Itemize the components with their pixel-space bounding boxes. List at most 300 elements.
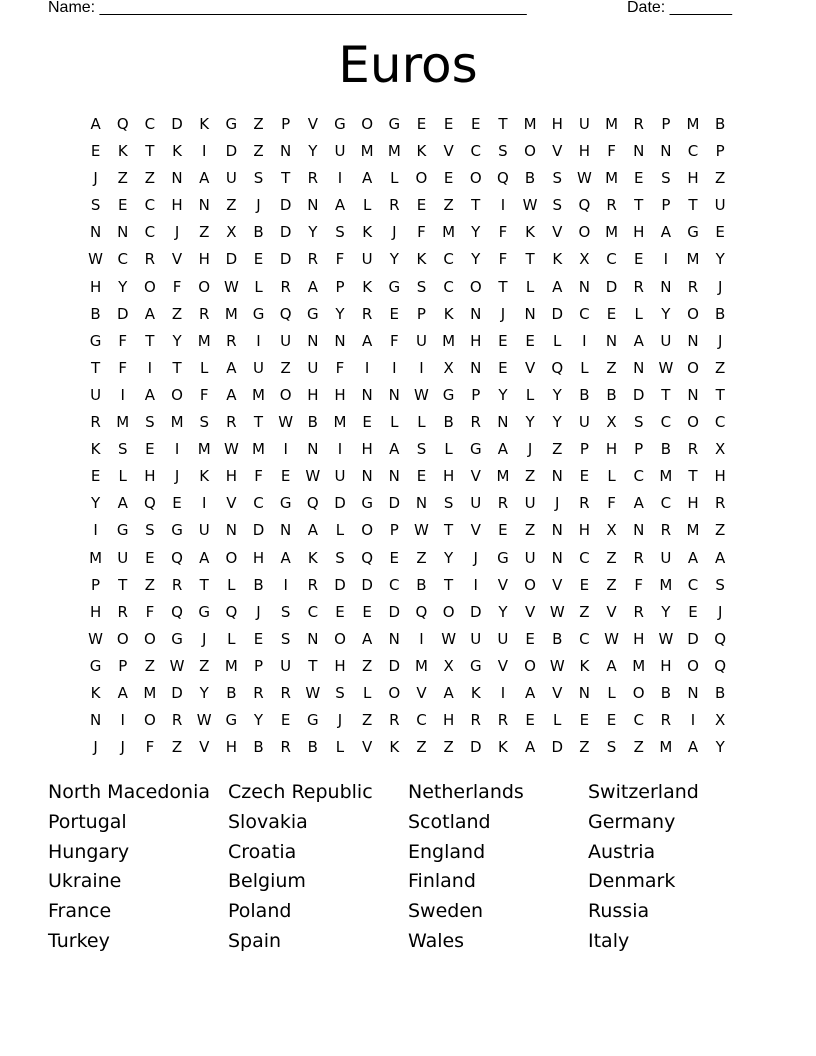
grid-row (82, 274, 734, 301)
grid-letter: Y (471, 250, 481, 269)
grid-letter: A (443, 683, 454, 702)
grid-letter: Q (551, 358, 564, 377)
grid-letter: R (714, 494, 726, 513)
grid-letter: J (555, 494, 560, 513)
grid-letter: N (470, 358, 482, 377)
grid-letter: A (660, 223, 671, 242)
grid-letter: T (281, 169, 291, 188)
grid-letter: Q (143, 494, 156, 513)
grid-letter: U (280, 331, 292, 350)
grid-letter: J (717, 277, 723, 296)
grid-letter: Q (225, 602, 238, 621)
grid-letter: W (223, 277, 239, 296)
grid-letter: M (252, 385, 265, 404)
grid-letter: I (663, 250, 669, 269)
grid-letter: J (93, 738, 98, 757)
grid-letter: R (687, 277, 699, 296)
grid-letter: I (364, 358, 370, 377)
grid-letter: G (89, 331, 102, 350)
grid-letter: B (660, 440, 671, 459)
grid-letter: M (224, 656, 238, 675)
grid-row (82, 328, 734, 355)
grid-letter: C (687, 142, 699, 161)
grid-letter: W (305, 467, 321, 486)
grid-letter: O (578, 223, 591, 242)
grid-letter: B (253, 575, 264, 594)
grid-letter: T (525, 250, 535, 269)
grid-letter: H (198, 250, 210, 269)
grid-letter: D (279, 223, 292, 242)
grid-letter: U (117, 548, 129, 567)
grid-letter: S (335, 223, 345, 242)
grid-row (82, 572, 734, 599)
grid-letter: O (388, 683, 401, 702)
grid-letter: A (307, 521, 318, 540)
word-list-item: Netherlands (408, 781, 524, 803)
grid-letter: R (660, 711, 672, 730)
grid-letter: M (143, 683, 157, 702)
grid-letter: T (444, 521, 454, 540)
grid-letter: U (578, 413, 590, 432)
grid-letter: R (198, 304, 210, 323)
grid-letter: N (171, 169, 183, 188)
grid-letter: D (469, 602, 482, 621)
grid-letter: C (253, 494, 264, 513)
word-list-item: Turkey (48, 929, 110, 952)
grid-letter: S (633, 413, 644, 432)
grid-letter: Y (552, 413, 562, 432)
grid-letter: C (606, 250, 617, 269)
grid-letter: Z (117, 169, 128, 188)
word-list-item: Sweden (408, 900, 484, 923)
grid-letter: V (171, 250, 183, 269)
grid-letter: E (606, 711, 617, 730)
grid-letter: R (633, 277, 644, 296)
grid-letter: L (444, 440, 453, 459)
grid-letter: Z (171, 738, 183, 757)
grid-letter: G (116, 521, 129, 540)
grid-letter: G (171, 521, 183, 540)
grid-letter: E (389, 304, 400, 323)
grid-letter: H (551, 115, 563, 133)
grid-letter: R (579, 494, 590, 513)
grid-letter: U (253, 358, 264, 377)
grid-letter: E (525, 331, 535, 350)
grid-letter: S (280, 629, 291, 648)
grid-letter: R (389, 196, 400, 215)
grid-letter: C (307, 602, 319, 621)
grid-letter: N (307, 440, 319, 459)
grid-letter: O (116, 629, 129, 648)
grid-letter: E (280, 711, 291, 730)
grid-letter: S (661, 169, 671, 188)
grid-letter: Y (308, 223, 318, 242)
grid-letter: S (90, 196, 101, 215)
grid-letter: I (419, 629, 424, 648)
grid-letter: T (688, 467, 698, 486)
grid-letter: G (252, 304, 265, 323)
grid-letter: W (549, 656, 565, 675)
grid-letter: K (90, 683, 101, 702)
grid-letter: W (223, 440, 239, 459)
word-list-item: Ukraine (48, 870, 122, 893)
grid-letter: E (525, 711, 535, 730)
grid-letter: E (443, 115, 454, 133)
grid-letter: R (226, 413, 237, 432)
grid-letter: G (225, 711, 238, 730)
grid-letter: M (252, 440, 265, 459)
grid-letter: C (714, 413, 726, 432)
grid-letter: Q (116, 115, 129, 133)
grid-letter: F (498, 223, 508, 242)
grid-letter: K (416, 142, 427, 161)
grid-letter: C (633, 467, 644, 486)
grid-letter: B (715, 304, 726, 323)
grid-letter: E (688, 602, 698, 621)
grid-letter: X (579, 250, 590, 269)
grid-row (82, 382, 734, 409)
grid-letter: Y (444, 548, 454, 567)
grid-letter: P (389, 521, 399, 540)
grid-letter: F (172, 277, 182, 296)
grid-letter: I (201, 494, 207, 513)
grid-letter: Z (579, 602, 590, 621)
grid-letter: H (660, 656, 672, 675)
grid-letter: E (416, 115, 427, 133)
grid-letter: C (144, 196, 156, 215)
header (48, 0, 740, 22)
grid-letter: G (307, 711, 319, 730)
grid-letter: N (89, 711, 102, 730)
grid-letter: E (389, 548, 400, 567)
grid-letter: Z (715, 358, 726, 377)
grid-letter: C (633, 711, 644, 730)
grid-letter: Q (578, 196, 591, 215)
grid-letter: N (307, 331, 319, 350)
grid-letter: E (90, 142, 101, 161)
grid-letter: U (334, 142, 346, 161)
grid-letter: L (362, 196, 372, 215)
grid-letter: B (443, 413, 454, 432)
grid-letter: G (469, 656, 482, 675)
grid-letter: Y (715, 738, 725, 757)
grid-row (82, 246, 734, 273)
grid-letter: G (497, 548, 509, 567)
grid-letter: N (117, 223, 129, 242)
grid-letter: E (579, 711, 590, 730)
grid-letter: G (687, 223, 699, 242)
grid-letter: L (390, 413, 399, 432)
grid-letter: A (144, 304, 156, 323)
grid-row (82, 192, 734, 219)
grid-letter: B (552, 629, 563, 648)
grid-letter: Z (606, 548, 617, 567)
grid-letter: B (226, 683, 237, 702)
grid-letter: I (690, 711, 696, 730)
word-list-item: Hungary (48, 840, 130, 863)
grid-letter: E (471, 115, 481, 133)
grid-letter: M (442, 223, 456, 242)
grid-letter: J (120, 738, 125, 757)
grid-letter: N (551, 548, 563, 567)
grid-letter: C (117, 250, 128, 269)
grid-letter: A (362, 169, 373, 188)
grid-letter: O (469, 277, 482, 296)
grid-letter: Y (118, 277, 128, 296)
grid-letter: W (522, 196, 538, 215)
grid-letter: M (414, 656, 428, 675)
grid-letter: V (552, 142, 563, 161)
grid-letter: F (145, 602, 155, 621)
grid-letter: Q (171, 548, 183, 567)
grid-letter: E (335, 602, 345, 621)
grid-letter: D (361, 575, 373, 594)
grid-letter: M (116, 413, 130, 432)
grid-letter: R (171, 711, 183, 730)
grid-letter: P (634, 440, 644, 459)
page-title: Euros (338, 36, 478, 94)
word-list-item: England (408, 840, 486, 863)
grid-letter: R (117, 602, 128, 621)
grid-letter: E (525, 629, 535, 648)
grid-letter: Z (524, 521, 536, 540)
grid-letter: O (687, 413, 699, 432)
grid-letter: L (390, 169, 399, 188)
grid-letter: N (660, 277, 672, 296)
grid-letter: T (715, 385, 725, 404)
grid-letter: N (280, 142, 292, 161)
grid-letter: V (226, 494, 237, 513)
grid-letter: I (582, 331, 587, 350)
grid-letter: V (606, 602, 617, 621)
grid-letter: D (334, 494, 346, 513)
grid-letter: H (442, 711, 455, 730)
grid-letter: A (715, 548, 726, 567)
grid-letter: T (199, 575, 209, 594)
grid-letter: D (388, 602, 401, 621)
grid-letter: I (120, 711, 125, 730)
grid-letter: N (524, 304, 536, 323)
grid-letter: P (91, 575, 101, 594)
grid-letter: O (632, 683, 645, 702)
grid-letter: Z (171, 304, 183, 323)
grid-letter: Y (253, 711, 264, 730)
grid-letter: M (632, 656, 646, 675)
grid-letter: Y (661, 602, 671, 621)
grid-letter: G (442, 385, 455, 404)
grid-letter: R (497, 711, 509, 730)
grid-letter: R (633, 602, 644, 621)
grid-letter: J (256, 196, 261, 215)
grid-letter: J (392, 223, 397, 242)
grid-letter: S (552, 196, 562, 215)
grid-letter: V (362, 738, 373, 757)
grid-letter: G (334, 115, 346, 133)
grid-letter: U (660, 548, 672, 567)
grid-letter: Z (280, 358, 291, 377)
grid-letter: F (634, 575, 644, 594)
grid-letter: R (633, 548, 644, 567)
name-field-label: Name: ________________________________________________ (48, 0, 527, 16)
grid-letter: E (606, 304, 617, 323)
grid-letter: A (362, 331, 373, 350)
grid-letter: B (253, 738, 264, 757)
grid-letter: N (307, 196, 319, 215)
grid-letter: K (389, 738, 400, 757)
grid-row (82, 463, 734, 490)
grid-letter: A (117, 683, 128, 702)
word-list-item: Russia (588, 900, 650, 923)
grid-letter: U (225, 169, 237, 188)
grid-letter: C (443, 277, 454, 296)
grid-letter: C (660, 494, 672, 513)
grid-letter: P (281, 115, 291, 133)
grid-letter: O (198, 277, 211, 296)
grid-letter: K (362, 223, 373, 242)
grid-letter: E (633, 250, 644, 269)
word-list-item: France (48, 900, 112, 923)
grid-letter: R (389, 711, 400, 730)
grid-letter: H (144, 467, 156, 486)
grid-letter: S (199, 413, 209, 432)
grid-letter: T (145, 331, 155, 350)
grid-letter: V (552, 223, 563, 242)
grid-letter: B (307, 738, 318, 757)
grid-letter: D (551, 738, 564, 757)
grid-letter: O (361, 521, 374, 540)
grid-letter: K (362, 277, 373, 296)
grid-letter: Q (361, 548, 374, 567)
grid-letter: M (89, 548, 103, 567)
grid-letter: V (524, 358, 536, 377)
grid-letter: U (90, 385, 102, 404)
grid-letter: K (199, 115, 210, 133)
grid-letter: P (661, 115, 671, 133)
grid-letter: E (362, 602, 372, 621)
grid-letter: U (470, 494, 482, 513)
grid-letter: Z (199, 223, 210, 242)
grid-letter: A (552, 277, 563, 296)
grid-letter: D (171, 115, 183, 133)
grid-letter: N (578, 683, 590, 702)
grid-letter: N (470, 304, 482, 323)
grid-letter: E (443, 169, 454, 188)
grid-letter: A (226, 385, 237, 404)
grid-letter: T (661, 385, 671, 404)
grid-letter: U (307, 358, 319, 377)
grid-letter: C (579, 304, 590, 323)
grid-letter: L (525, 385, 535, 404)
word-list-item: Spain (228, 929, 282, 952)
grid-letter: Z (362, 656, 373, 675)
grid-letter: N (388, 385, 400, 404)
grid-letter: I (283, 575, 288, 594)
grid-letter: E (362, 413, 372, 432)
grid-letter: B (90, 304, 101, 323)
grid-letter: V (552, 575, 563, 594)
word-list-item: Finland (408, 870, 476, 893)
grid-letter: J (473, 548, 478, 567)
grid-letter: G (89, 656, 102, 675)
grid-letter: Z (579, 738, 590, 757)
grid-row (82, 545, 734, 572)
grid-letter: H (633, 629, 645, 648)
grid-letter: S (606, 738, 617, 757)
grid-letter: M (197, 331, 211, 350)
grid-letter: S (335, 548, 345, 567)
grid-letter: A (389, 440, 400, 459)
grid-letter: I (337, 169, 343, 188)
grid-letter: Q (714, 656, 727, 675)
grid-letter: G (307, 304, 319, 323)
grid-letter: N (497, 413, 509, 432)
grid-letter: N (687, 385, 699, 404)
grid-letter: K (90, 440, 101, 459)
grid-letter: M (333, 413, 347, 432)
grid-letter: J (527, 440, 533, 459)
grid-letter: Z (416, 548, 427, 567)
grid-letter: E (253, 629, 264, 648)
grid-letter: H (225, 738, 237, 757)
grid-letter: Y (389, 250, 399, 269)
grid-letter: T (253, 413, 264, 432)
grid-letter: T (688, 196, 698, 215)
grid-letter: C (144, 223, 156, 242)
grid-letter: T (471, 196, 481, 215)
grid-letter: Z (524, 467, 536, 486)
grid-letter: H (334, 385, 346, 404)
grid-letter: B (715, 683, 726, 702)
grid-letter: S (145, 413, 155, 432)
grid-letter: X (715, 440, 726, 459)
grid-letter: D (388, 656, 401, 675)
grid-letter: A (362, 629, 373, 648)
grid-letter: Z (199, 656, 210, 675)
grid-letter: S (416, 277, 427, 296)
grid-letter: K (307, 548, 318, 567)
grid-letter: I (473, 575, 478, 594)
grid-letter: N (660, 142, 672, 161)
grid-letter: W (305, 683, 321, 702)
grid-letter: F (607, 494, 616, 513)
grid-letter: M (170, 413, 184, 432)
grid-letter: L (254, 277, 263, 296)
grid-letter: N (687, 331, 699, 350)
grid-letter: Y (335, 304, 345, 323)
grid-letter: Y (552, 385, 562, 404)
grid-letter: Q (171, 602, 183, 621)
grid-letter: F (417, 223, 426, 242)
grid-letter: U (198, 521, 210, 540)
grid-letter: E (416, 467, 427, 486)
grid-letter: E (498, 358, 508, 377)
grid-letter: M (387, 142, 401, 161)
grid-letter: Y (90, 494, 101, 513)
grid-letter: Z (715, 521, 726, 540)
grid-letter: R (470, 413, 481, 432)
grid-letter: N (633, 521, 645, 540)
grid-letter: Y (471, 223, 481, 242)
grid-letter: E (579, 575, 590, 594)
grid-letter: V (307, 115, 318, 133)
grid-letter: D (632, 385, 645, 404)
grid-letter: Z (144, 575, 156, 594)
grid-letter: Z (606, 358, 617, 377)
grid-letter: G (469, 440, 482, 459)
grid-letter: V (416, 683, 427, 702)
grid-letter: L (200, 358, 209, 377)
grid-letter: C (579, 629, 590, 648)
